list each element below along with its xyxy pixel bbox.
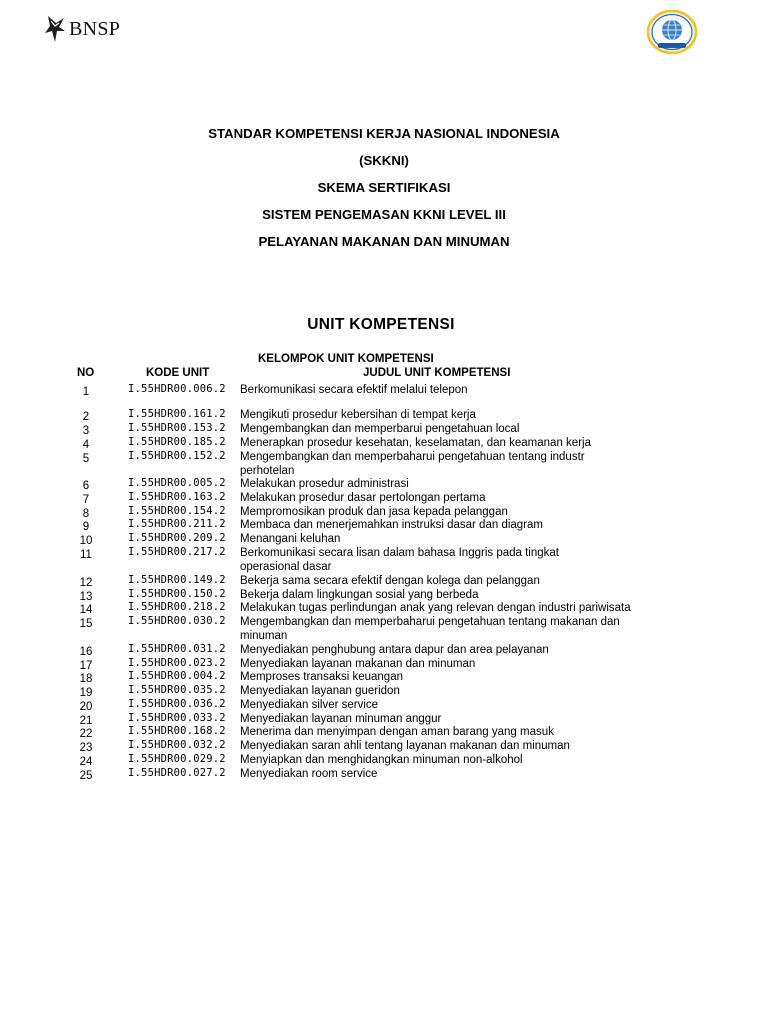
bnsp-logo-text: BNSP [69, 17, 121, 40]
row-judul: Menyediakan layanan gueridon [240, 685, 400, 697]
row-kode: I.55HDR00.163.2 [128, 491, 226, 503]
unit-kompetensi-heading: UNIT KOMPETENSI [307, 316, 455, 333]
table-row [0, 753, 768, 767]
row-kode: I.55HDR00.029.2 [128, 753, 226, 765]
row-no: 16 [79, 646, 93, 658]
table-row [0, 657, 768, 671]
row-judul: Mengembangkan dan memperbaharui pengetahuan tentang industr perhotelan [240, 451, 585, 477]
kelompok-heading: KELOMPOK UNIT KOMPETENSI [258, 353, 434, 365]
row-kode: I.55HDR00.032.2 [128, 739, 226, 751]
row-no: 13 [79, 591, 93, 603]
table-row [0, 450, 768, 477]
row-kode: I.55HDR00.168.2 [128, 725, 226, 737]
row-judul: Berkomunikasi secara efektif melalui telepon [240, 384, 468, 396]
row-kode: I.55HDR00.004.2 [128, 670, 226, 682]
row-kode: I.55HDR00.006.2 [128, 383, 226, 395]
row-no: 5 [82, 453, 90, 465]
row-no: 10 [79, 535, 93, 547]
row-kode: I.55HDR00.218.2 [128, 601, 226, 613]
row-judul: Bekerja sama secara efektif dengan kolega dan pelanggan [240, 575, 540, 587]
table-row [0, 532, 768, 546]
table-row [0, 383, 768, 397]
row-no: 6 [82, 480, 90, 492]
row-judul: Menerima dan menyimpan dengan aman barang yang masuk [240, 726, 554, 738]
row-no: 4 [82, 439, 90, 451]
row-kode: I.55HDR00.217.2 [128, 546, 226, 558]
title-pelayanan: PELAYANAN MAKANAN DAN MINUMAN [258, 234, 510, 249]
row-no: 18 [79, 673, 93, 685]
row-no: 17 [79, 660, 93, 672]
column-header-kode: KODE UNIT [146, 367, 210, 379]
row-no: 25 [79, 770, 93, 782]
row-kode: I.55HDR00.027.2 [128, 767, 226, 779]
row-judul: Menerapkan prosedur kesehatan, keselamatan, dan keamanan kerja [240, 437, 591, 449]
row-no: 20 [79, 701, 93, 713]
row-judul: Mempromosikan produk dan jasa kepada pelanggan [240, 506, 508, 518]
column-header-no: NO [77, 367, 95, 379]
row-judul: Mengembangkan dan memperbaharui pengetahuan tentang makanan dan minuman [240, 616, 620, 642]
table-row [0, 670, 768, 684]
row-no: 22 [79, 728, 93, 740]
row-kode: I.55HDR00.149.2 [128, 574, 226, 586]
row-judul: Menangani keluhan [240, 533, 341, 545]
row-kode: I.55HDR00.209.2 [128, 532, 226, 544]
row-no: 2 [82, 411, 90, 423]
row-kode: I.55HDR00.154.2 [128, 505, 226, 517]
row-kode: I.55HDR00.152.2 [128, 450, 226, 462]
title-standar: STANDAR KOMPETENSI KERJA NASIONAL INDONESIA [208, 126, 560, 141]
row-judul: Menyediakan layanan minuman anggur [240, 713, 442, 725]
row-kode: I.55HDR00.035.2 [128, 684, 226, 696]
table-row [0, 477, 768, 491]
row-judul: Menyediakan room service [240, 768, 378, 780]
row-no: 7 [82, 494, 90, 506]
row-no: 3 [82, 425, 90, 437]
row-kode: I.55HDR00.005.2 [128, 477, 226, 489]
row-kode: I.55HDR00.030.2 [128, 615, 226, 627]
row-kode: I.55HDR00.185.2 [128, 436, 226, 448]
row-judul: Mengembangkan dan memperbarui pengetahuan local [240, 423, 520, 435]
table-row [0, 574, 768, 588]
table-row [0, 601, 768, 615]
title-skema: SKEMA SERTIFIKASI [317, 180, 451, 195]
row-kode: I.55HDR00.150.2 [128, 588, 226, 600]
table-row [0, 698, 768, 712]
table-row [0, 408, 768, 422]
globe-emblem-icon [646, 9, 698, 55]
row-no: 23 [79, 742, 93, 754]
table-row [0, 684, 768, 698]
row-judul: Menyiapkan dan menghidangkan minuman non-alkohol [240, 754, 523, 766]
title-skkni: (SKKNI) [359, 153, 409, 168]
row-kode: I.55HDR00.036.2 [128, 698, 226, 710]
row-no: 12 [79, 577, 93, 589]
table-row [0, 643, 768, 657]
row-no: 11 [80, 549, 92, 561]
row-no: 9 [82, 521, 90, 533]
row-kode: I.55HDR00.033.2 [128, 712, 226, 724]
row-kode: I.55HDR00.153.2 [128, 422, 226, 434]
row-judul: Menyediakan layanan makanan dan minuman [240, 658, 476, 670]
row-no: 14 [79, 604, 93, 616]
row-no: 8 [82, 508, 90, 520]
row-judul: Menyediakan silver service [240, 699, 379, 711]
bnsp-bird-icon [44, 14, 66, 44]
row-judul: Melakukan prosedur dasar pertolongan pertama [240, 492, 486, 504]
table-row [0, 422, 768, 436]
row-judul: Memproses transaksi keuangan [240, 671, 403, 683]
table-row [0, 615, 768, 642]
row-no: 1 [82, 386, 90, 398]
row-kode: I.55HDR00.211.2 [128, 518, 226, 530]
row-no: 24 [79, 756, 93, 768]
row-no: 19 [79, 687, 93, 699]
document-titles [0, 125, 768, 260]
table-row [0, 505, 768, 519]
row-judul: Melakukan tugas perlindungan anak yang relevan dengan industri pariwisata [240, 602, 631, 614]
row-judul: Melakukan prosedur administrasi [240, 478, 409, 490]
table-row [0, 767, 768, 781]
row-judul: Membaca dan menerjemahkan instruksi dasar dan diagram [240, 519, 543, 531]
title-sistem: SISTEM PENGEMASAN KKNI LEVEL III [262, 207, 506, 222]
row-no: 15 [79, 618, 93, 630]
bnsp-logo [44, 14, 120, 44]
row-judul: Bekerja dalam lingkungan sosial yang berbeda [240, 589, 479, 601]
table-row [0, 491, 768, 505]
table-row [0, 518, 768, 532]
table-row [0, 588, 768, 602]
table-row [0, 712, 768, 726]
table-row [0, 739, 768, 753]
table-row [0, 436, 768, 450]
row-judul: Mengikuti prosedur kebersihan di tempat kerja [240, 409, 476, 421]
row-judul: Menyediakan penghubung antara dapur dan area pelayanan [240, 644, 549, 656]
row-judul: Berkomunikasi secara lisan dalam bahasa Inggris pada tingkat operasional dasar [240, 547, 559, 573]
row-kode: I.55HDR00.023.2 [128, 657, 226, 669]
row-kode: I.55HDR00.031.2 [128, 643, 226, 655]
table-row [0, 546, 768, 573]
row-no: 21 [79, 715, 93, 727]
table-row [0, 725, 768, 739]
column-header-judul: JUDUL UNIT KOMPETENSI [363, 367, 511, 379]
row-judul: Menyediakan saran ahli tentang layanan makanan dan minuman [240, 740, 570, 752]
row-kode: I.55HDR00.161.2 [128, 408, 226, 420]
